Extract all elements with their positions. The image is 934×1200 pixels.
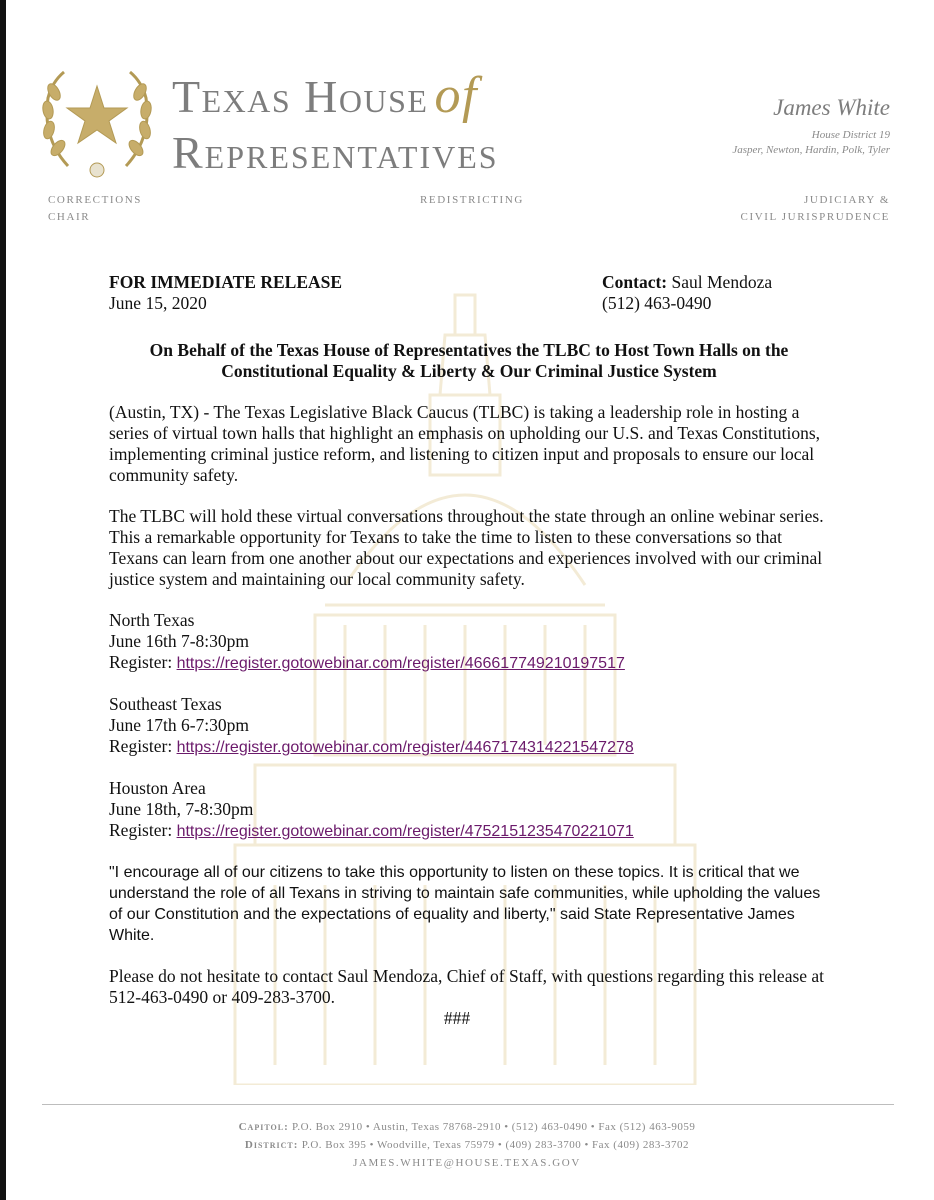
footer-divider <box>42 1104 894 1105</box>
contact-label: Contact: <box>602 272 668 292</box>
contact-phone: (512) 463-0490 <box>602 293 712 313</box>
register-link[interactable]: https://register.gotowebinar.com/register/466617749210197517 <box>176 655 625 672</box>
quote-paragraph: "I encourage all of our citizens to take this opportunity to listen on these topics. It is critical that we understand the role of all Texans in striving to maintain safe communities, while upholding the values of our Constitution and the expectations of equality and liberty," said State Representative James White. <box>109 864 821 944</box>
footer <box>0 1118 934 1172</box>
release-body <box>109 272 829 1029</box>
second-paragraph: The TLBC will hold these virtual conversations throughout the state through an online webinar series. This a remarkable opportunity for Texans to take the time to listen to these conversations so that Texans can learn from one another about our expectations and experiences involved with our criminal justice system and maintaining our local community safety. <box>109 506 824 589</box>
scan-edge <box>0 0 6 1200</box>
footer-capitol-label: Capitol: <box>238 1121 289 1133</box>
title-line1: Texas House <box>172 71 429 122</box>
contact-info <box>602 272 772 314</box>
closing-paragraph: Please do not hesitate to contact Saul Mendoza, Chief of Staff, with questions regarding this release at 512-463-0490 or 409-283-3700. <box>109 966 825 1007</box>
committee-corrections <box>48 192 142 226</box>
end-mark: ### <box>443 1008 471 1028</box>
event-region: North Texas <box>109 610 195 630</box>
headline-line2: Constitutional Equality & Liberty & Our Criminal Justice System <box>221 361 717 381</box>
footer-district-label: District: <box>244 1139 299 1151</box>
footer-email[interactable]: JAMES.WHITE@HOUSE.TEXAS.GOV <box>353 1157 581 1169</box>
register-label: Register: <box>109 820 177 840</box>
release-info <box>109 272 342 314</box>
rep-district: House District 19 <box>811 129 890 141</box>
event-north-texas <box>109 610 829 674</box>
register-label: Register: <box>109 652 177 672</box>
committee-left-line1: CORRECTIONS <box>48 194 142 206</box>
event-time: June 16th 7-8:30pm <box>109 631 249 651</box>
representative-block <box>732 95 890 156</box>
texas-seal-icon <box>34 58 160 184</box>
event-houston-area <box>109 778 829 842</box>
committee-left-line2: CHAIR <box>48 211 91 223</box>
committee-right-line2: CIVIL JURISPRUDENCE <box>740 211 890 223</box>
event-time: June 17th 6-7:30pm <box>109 715 249 735</box>
register-link[interactable]: https://register.gotowebinar.com/register/4467174314221547278 <box>176 739 634 756</box>
release-date: June 15, 2020 <box>109 293 207 313</box>
committee-judiciary <box>741 192 890 226</box>
release-label: FOR IMMEDIATE RELEASE <box>109 272 343 292</box>
title-of: of <box>434 67 478 124</box>
rep-counties: Jasper, Newton, Hardin, Polk, Tyler <box>732 144 890 156</box>
title-line2: Representatives <box>172 127 499 178</box>
release-header <box>109 272 829 316</box>
footer-district-text: P.O. Box 395 • Woodville, Texas 75979 • (409) 283-3700 • Fax (409) 283-3702 <box>301 1139 690 1151</box>
footer-capitol-text: P.O. Box 2910 • Austin, Texas 78768-2910 • (512) 463-0490 • Fax (512) 463-9059 <box>291 1121 696 1133</box>
committee-right-line1: JUDICIARY & <box>804 194 890 206</box>
event-time: June 18th, 7-8:30pm <box>109 799 254 819</box>
event-southeast-texas <box>109 694 829 758</box>
event-region: Houston Area <box>109 778 206 798</box>
letterhead-title <box>172 67 499 178</box>
event-region: Southeast Texas <box>109 694 222 714</box>
register-label: Register: <box>109 736 177 756</box>
register-link[interactable]: https://register.gotowebinar.com/register/4752151235470221071 <box>176 823 634 840</box>
headline <box>109 340 829 382</box>
committee-redistricting: REDISTRICTING <box>420 194 524 206</box>
rep-name: James White <box>773 95 890 120</box>
intro-paragraph: (Austin, TX) - The Texas Legislative Black Caucus (TLBC) is taking a leadership role in hosting a series of virtual town halls that highlight an emphasis on upholding our U.S. and Texas Constitutions, implementing criminal justice reform, and listening to citizen input and proposals to ensure our local community safety. <box>109 402 821 485</box>
headline-line1: On Behalf of the Texas House of Representatives the TLBC to Host Town Halls on the <box>149 340 789 360</box>
contact-name: Saul Mendoza <box>671 272 773 292</box>
